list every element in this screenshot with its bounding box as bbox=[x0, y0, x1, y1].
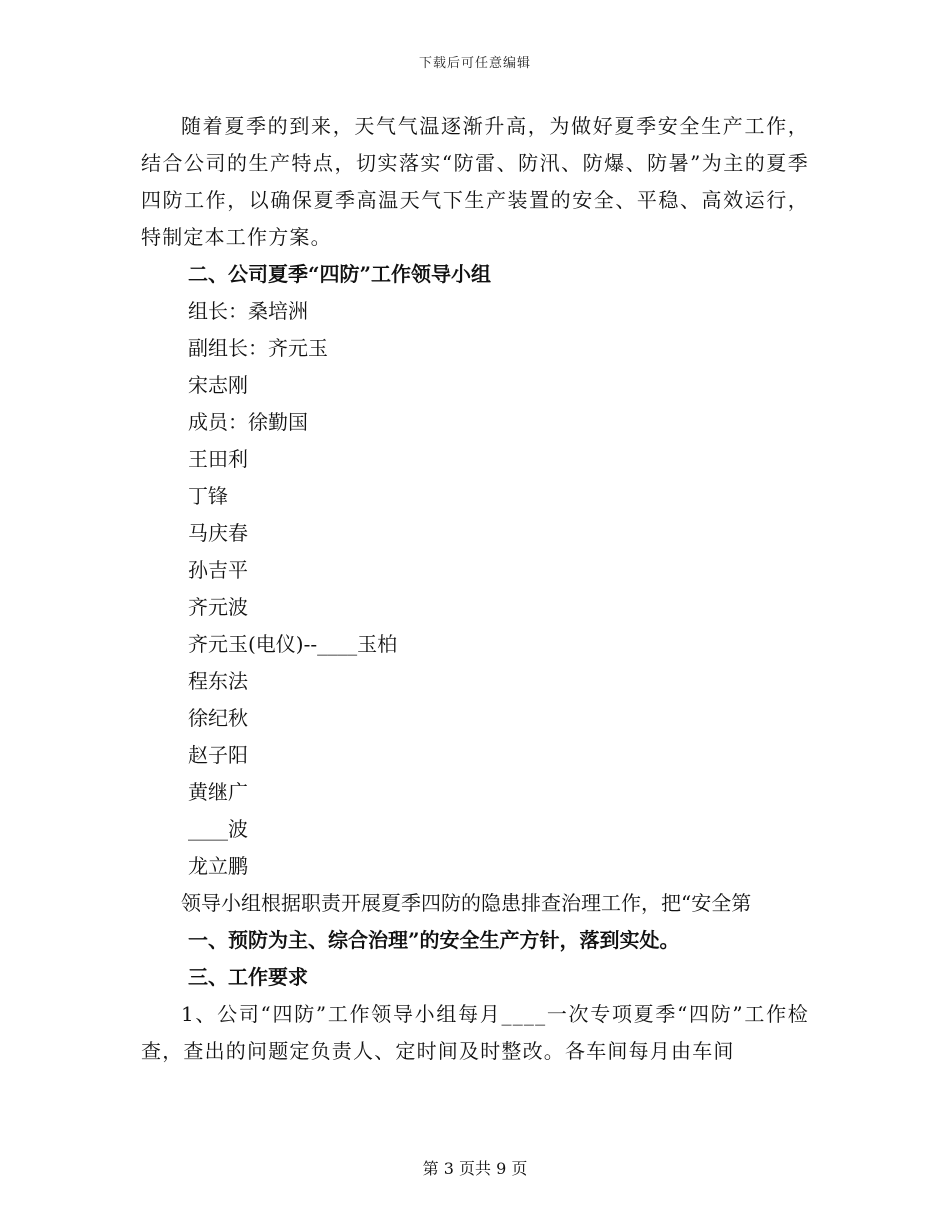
document-body bbox=[141, 108, 809, 1070]
member-line: 宋志刚 bbox=[188, 373, 248, 397]
page-header: 下载后可任意编辑 bbox=[418, 56, 531, 71]
duty-paragraph: 领导小组根据职责开展夏季四防的隐患排查治理工作，把“安全第 bbox=[181, 891, 752, 915]
member-line: 程东法 bbox=[188, 669, 248, 693]
section-two-heading: 二、公司夏季“四防”工作领导小组 bbox=[188, 262, 492, 286]
member-line: 徐纪秋 bbox=[188, 706, 248, 730]
member-line: 孙吉平 bbox=[188, 558, 248, 582]
policy-statement: 一、预防为主、综合治理”的安全生产方针，落到实处。 bbox=[188, 928, 680, 952]
member-line: 组长：桑培洲 bbox=[188, 299, 308, 323]
member-line: 龙立鹏 bbox=[188, 854, 248, 878]
member-line: 副组长：齐元玉 bbox=[188, 336, 328, 360]
member-line: 齐元玉(电仪)--____玉柏 bbox=[188, 632, 398, 656]
member-line: 赵子阳 bbox=[188, 743, 248, 767]
member-line: 马庆春 bbox=[188, 521, 248, 545]
member-line: 齐元波 bbox=[188, 595, 248, 619]
member-line: 丁锋 bbox=[188, 484, 228, 508]
intro-paragraph: 随着夏季的到来，天气气温逐渐升高，为做好夏季安全生产工作，结合公司的生产特点，切实落实“防雷、防汛、防爆、防暑”为主的夏季四防工作，以确保夏季高温天气下生产装置的安全、平稳、高效运行，特制定本工作方案。 bbox=[141, 114, 809, 249]
section-three-heading: 三、工作要求 bbox=[188, 965, 308, 989]
member-line: 成员：徐勤国 bbox=[188, 410, 308, 434]
requirement-paragraph: 1、公司“四防”工作领导小组每月____一次专项夏季“四防”工作检查，查出的问题定负责人、定时间及时整改。各车间每月由车间 bbox=[141, 1002, 809, 1063]
member-line: ____波 bbox=[188, 817, 248, 841]
member-line: 黄继广 bbox=[188, 780, 248, 804]
page-number: 第 3 页共 9 页 bbox=[422, 1159, 528, 1178]
member-line: 王田利 bbox=[188, 447, 248, 471]
